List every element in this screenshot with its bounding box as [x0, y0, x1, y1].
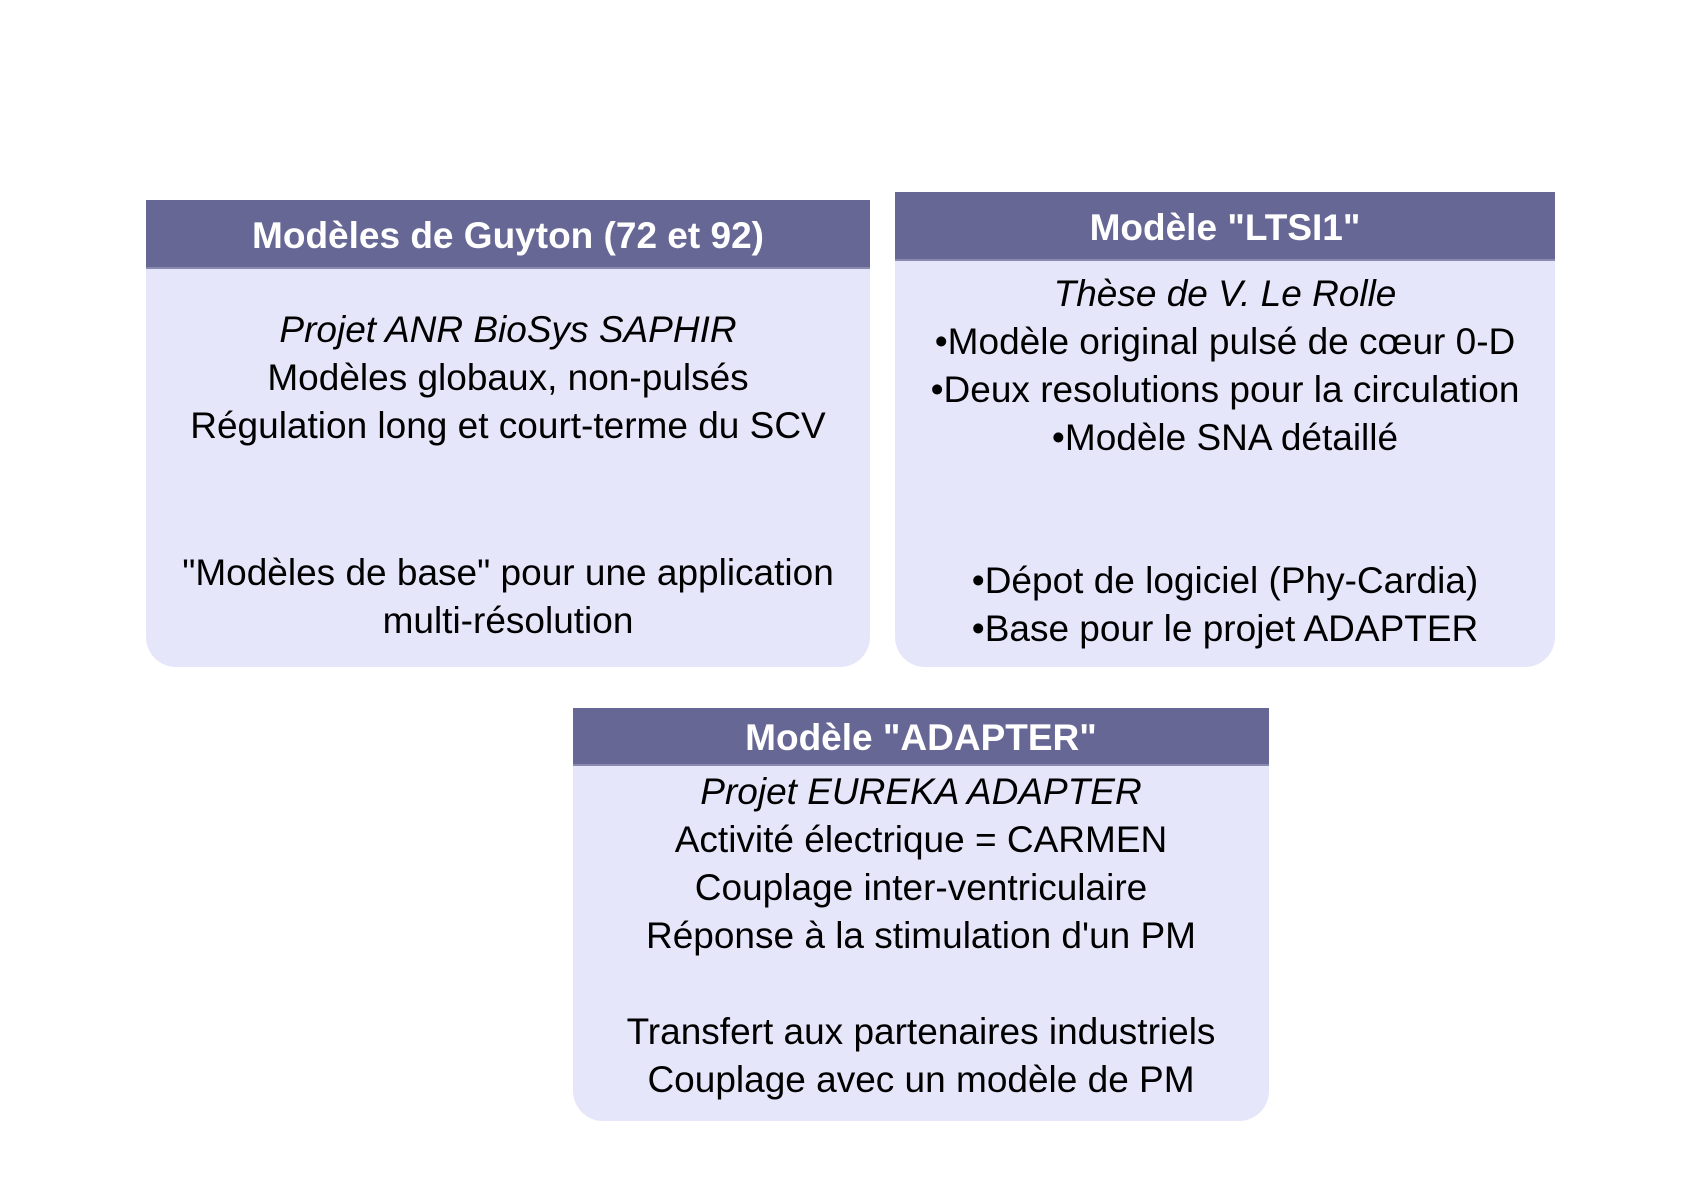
card-footer [146, 549, 870, 645]
card-body [573, 768, 1269, 960]
card-bullet: •Base pour le projet ADAPTER [971, 608, 1479, 649]
card-line: Régulation long et court-terme du SCV [190, 405, 826, 446]
card-line: Transfert aux partenaires industriels [626, 1011, 1216, 1052]
card-line: Couplage avec un modèle de PM [647, 1059, 1195, 1100]
card-bullet: •Modèle original pulsé de cœur 0-D [934, 321, 1516, 362]
card-bullet: •Deux resolutions pour la circulation [930, 369, 1520, 410]
card-bullet: •Modèle SNA détaillé [1051, 417, 1399, 458]
project-label: Projet EUREKA ADAPTER [700, 771, 1142, 812]
card-body [895, 270, 1555, 462]
card-footer [573, 1008, 1269, 1104]
card-line: "Modèles de base" pour une application [182, 552, 834, 593]
project-label: Thèse de V. Le Rolle [1053, 273, 1397, 314]
card-guyton-models [146, 200, 870, 667]
card-line: multi-résolution [382, 600, 634, 641]
card-line: Activité électrique = CARMEN [674, 819, 1168, 860]
project-label: Projet ANR BioSys SAPHIR [279, 309, 737, 350]
card-title: Modèle "LTSI1" [895, 192, 1555, 261]
card-line: Réponse à la stimulation d'un PM [645, 915, 1197, 956]
card-bullet: •Dépot de logiciel (Phy-Cardia) [971, 560, 1479, 601]
card-adapter-model [573, 708, 1269, 1121]
card-body [146, 306, 870, 450]
card-title: Modèle "ADAPTER" [573, 708, 1269, 766]
card-line: Modèles globaux, non-pulsés [267, 357, 749, 398]
card-ltsi1-model [895, 192, 1555, 667]
card-line: Couplage inter-ventriculaire [694, 867, 1148, 908]
card-title: Modèles de Guyton (72 et 92) [146, 200, 870, 269]
card-footer [895, 557, 1555, 653]
